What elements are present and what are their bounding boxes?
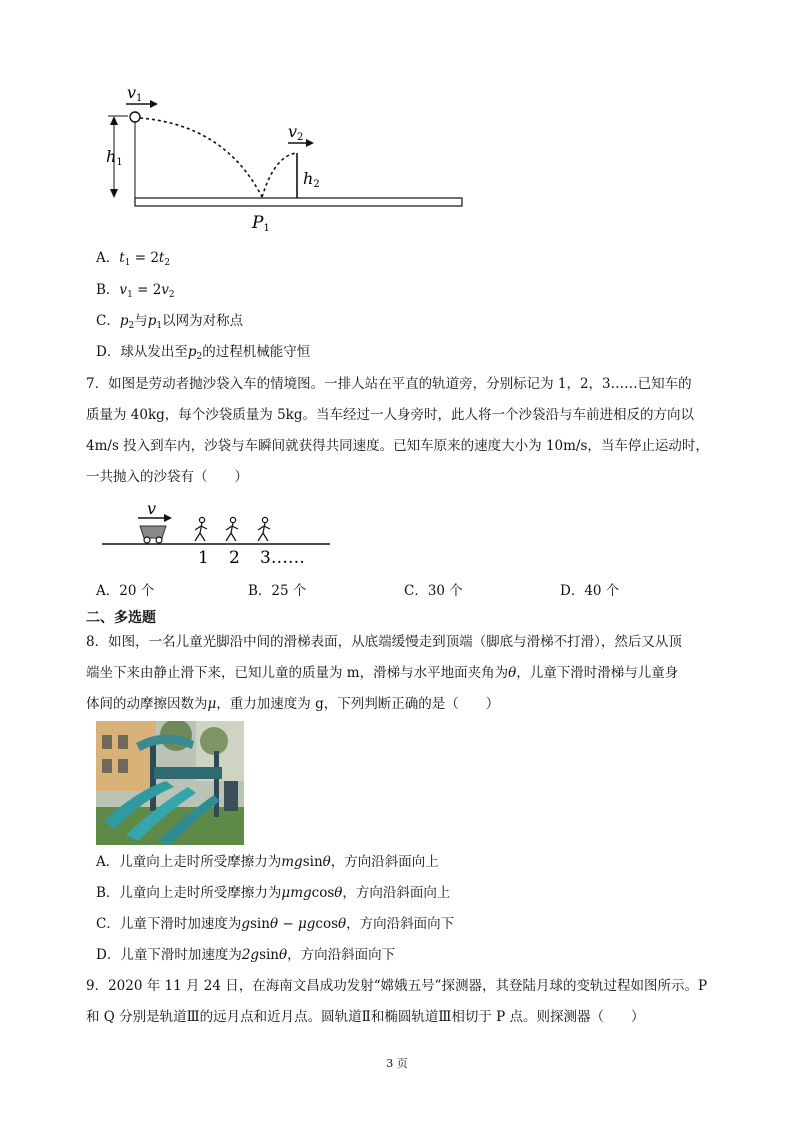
q6-option-a: A．$t_1 = 2t_2$ — [96, 250, 171, 268]
playground-slide-photo — [96, 721, 244, 845]
q8-option-d: D．儿童下滑时加速度为2gsinθ，方向沿斜面向下 — [96, 947, 396, 963]
q7-line-4: 一共抛入的沙袋有（ ） — [86, 469, 248, 485]
v2-label: v2 — [288, 122, 304, 143]
q7-option-a: A．20 个 — [96, 583, 155, 599]
ball-icon — [130, 112, 140, 122]
person-3-icon — [258, 517, 270, 541]
person-2-icon — [226, 517, 238, 541]
cart-icon — [140, 526, 166, 543]
h1-label: h1 — [106, 147, 123, 168]
q9-line-2: 和 Q 分别是轨道Ⅲ的远月点和近月点。圆轨道Ⅱ和椭圆轨道Ⅲ相切于 P 点。则探测器（ ） — [86, 1009, 645, 1025]
q7-option-b: B．25 个 — [248, 583, 307, 599]
q6-option-b: B．$v_1 = 2v_2$ — [96, 282, 175, 300]
q7-option-c: C．30 个 — [404, 583, 463, 599]
sandbag-cart-figure — [100, 500, 340, 570]
q6-option-c: C．$p_2$与$p_1$以网为对称点 — [96, 313, 244, 331]
person-3-label: 3…… — [260, 548, 305, 568]
person-1-label: 1 — [198, 548, 209, 568]
table-surface — [135, 198, 462, 206]
q8-option-b: B．儿童向上走时所受摩擦力为μmgcosθ，方向沿斜面向上 — [96, 885, 451, 901]
v1-label: v1 — [127, 83, 143, 104]
cart-velocity-label: v — [147, 500, 157, 518]
q6-option-d: D．球从发出至$p_2$的过程机械能守恒 — [96, 344, 311, 362]
q8-line-2: 端坐下来由静止滑下来，已知儿童的质量为 m，滑梯与水平地面夹角为θ，儿童下滑时滑梯与儿童身 — [86, 665, 679, 681]
section-heading-multi-choice: 二、多选题 — [86, 610, 156, 626]
projectile-figure — [100, 80, 470, 240]
page-number: 3 页 — [386, 1057, 408, 1070]
q7-line-1: 7．如图是劳动者抛沙袋入车的情境图。一排人站在平直的轨道旁，分别标记为 1，2，3……已知车的 — [86, 376, 692, 392]
q7-option-d: D．40 个 — [560, 583, 620, 599]
h2-label: h2 — [303, 169, 320, 190]
q8-line-1: 8．如图，一名儿童光脚沿中间的滑梯表面，从底端缓慢走到顶端（脚底与滑梯不打滑），然后又从顶 — [86, 634, 682, 650]
person-1-icon — [195, 517, 207, 541]
person-2-label: 2 — [229, 548, 240, 568]
p1-label: P1 — [252, 213, 270, 234]
q8-option-a: A．儿童向上走时所受摩擦力为mgsinθ，方向沿斜面向上 — [96, 854, 439, 870]
q8-option-c: C．儿童下滑时加速度为gsinθ − μgcosθ，方向沿斜面向下 — [96, 916, 455, 932]
q9-line-1: 9．2020 年 11 月 24 日，在海南文昌成功发射“嫦娥五号”探测器，其登陆月球的变轨过程如图所示。P — [86, 978, 708, 994]
q7-line-3: 4m/s 投入到车内，沙袋与车瞬间就获得共同速度。已知车原来的速度大小为 10m/s，当车停止运动时， — [86, 438, 709, 454]
q8-line-3: 体间的动摩擦因数为μ，重力加速度为 g，下列判断正确的是（ ） — [86, 696, 500, 712]
q7-line-2: 质量为 40kg，每个沙袋质量为 5kg。当车经过一人身旁时，此人将一个沙袋沿与车前进相反的方向以 — [86, 407, 694, 423]
